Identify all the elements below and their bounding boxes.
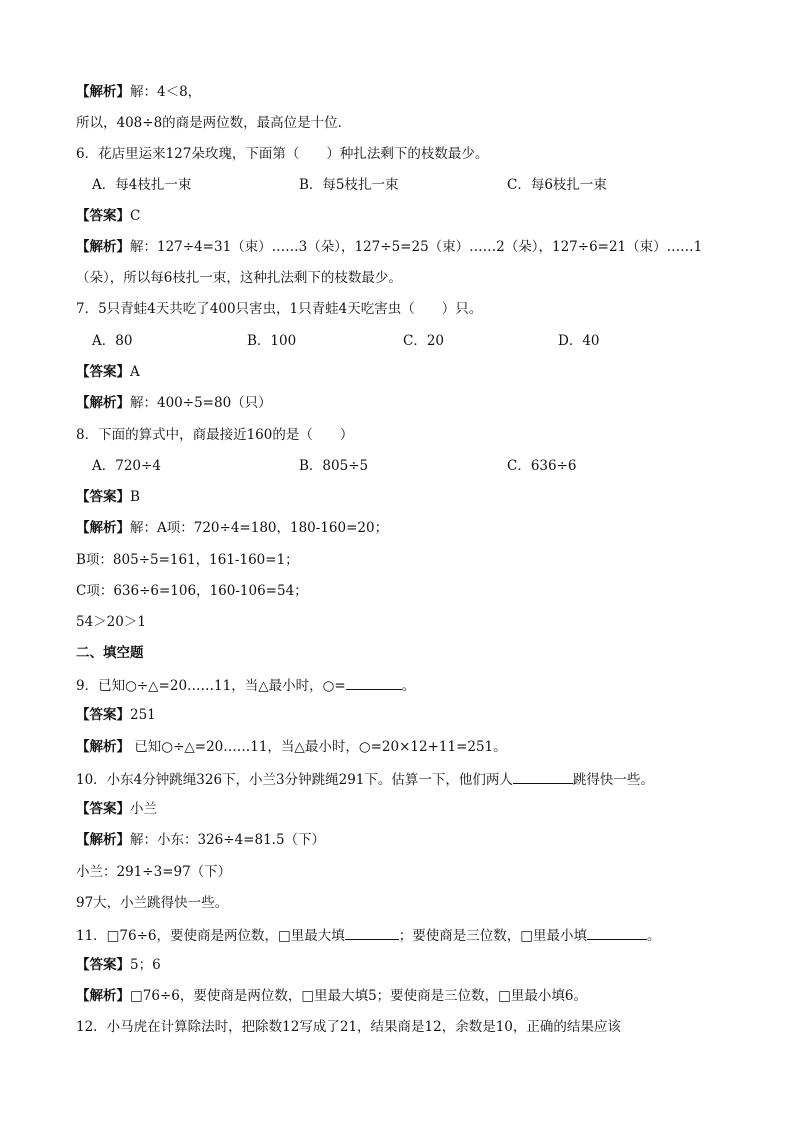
answer-value: 小兰 bbox=[130, 801, 157, 817]
answer-blank[interactable] bbox=[345, 925, 399, 940]
q9-stem-end: 。 bbox=[401, 678, 416, 694]
answer-tag: 【答案】 bbox=[76, 801, 130, 817]
q8-option-c: C．636÷6 bbox=[507, 458, 577, 474]
q9-answer bbox=[76, 706, 156, 724]
answer-blank[interactable] bbox=[513, 769, 573, 784]
analysis-tag: 【解析】 bbox=[76, 832, 130, 848]
answer-value: C bbox=[130, 208, 141, 224]
q11-stem-end: 。 bbox=[647, 928, 661, 944]
q11-answer bbox=[76, 956, 161, 974]
q11-stem-mid: ；要使商是三位数，□里最小填 bbox=[398, 928, 588, 944]
analysis-tag: 【解析】 bbox=[76, 988, 130, 1004]
analysis-text: 已知○÷△=20……11，当△最小时，○=20×12+11=251。 bbox=[130, 739, 507, 755]
q6-option-c: C．每6枝扎一束 bbox=[507, 177, 607, 193]
q8-analysis-line-1 bbox=[76, 519, 388, 537]
answer-tag: 【答案】 bbox=[76, 208, 130, 224]
q11-stem-text: 11．□76÷6，要使商是两位数，□里最大填 bbox=[76, 928, 345, 944]
q7-option-c: C．20 bbox=[403, 333, 445, 349]
q7-answer bbox=[76, 363, 140, 381]
q7-option-d: D．40 bbox=[558, 333, 600, 349]
analysis-tag: 【解析】 bbox=[76, 395, 130, 411]
q10-analysis-line-1 bbox=[76, 831, 325, 849]
q5-analysis-line-2: 所以，408÷8的商是两位数，最高位是十位． bbox=[76, 115, 352, 131]
q9-analysis-line-1 bbox=[76, 738, 507, 756]
analysis-tag: 【解析】 bbox=[76, 239, 130, 255]
q9-stem-text: 9．已知○÷△=20……11，当△最小时，○= bbox=[76, 678, 346, 694]
q10-stem bbox=[76, 769, 654, 789]
q10-stem-end: 跳得快一些。 bbox=[572, 772, 654, 788]
answer-value: 5；6 bbox=[130, 957, 161, 973]
answer-blank[interactable] bbox=[587, 925, 647, 940]
answer-blank[interactable] bbox=[346, 675, 402, 690]
q6-option-a: A．每4枝扎一束 bbox=[92, 177, 192, 193]
answer-tag: 【答案】 bbox=[76, 364, 130, 380]
q6-stem: 6．花店里运来127朵玫瑰，下面第（ ）种扎法剩下的枝数最少。 bbox=[76, 146, 489, 162]
q8-option-a: A．720÷4 bbox=[92, 458, 161, 474]
analysis-text: □76÷6，要使商是两位数，□里最大填5；要使商是三位数，□里最小填6。 bbox=[130, 988, 588, 1004]
q11-analysis-line-1 bbox=[76, 987, 587, 1005]
q8-analysis-line-2: B项：805÷5=161，161-160=1； bbox=[76, 552, 299, 568]
analysis-tag: 【解析】 bbox=[76, 84, 130, 100]
analysis-text: 解：400÷5=80（只） bbox=[130, 395, 272, 411]
q8-answer bbox=[76, 488, 140, 506]
q12-stem: 12．小马虎在计算除法时，把除数12写成了21，结果商是12，余数是10，正确的结果应该 bbox=[76, 1019, 621, 1035]
q6-option-b: B．每5枝扎一束 bbox=[299, 177, 399, 193]
q10-analysis-line-2: 小兰：291÷3=97（下） bbox=[76, 864, 232, 880]
analysis-text: 解：127÷4=31（束）……3（朵），127÷5=25（束）……2（朵），127÷6=21（束）……1 bbox=[130, 239, 703, 255]
q8-option-b: B．805÷5 bbox=[299, 458, 369, 474]
q7-stem: 7．5只青蛙4天共吃了400只害虫，1只青蛙4天吃害虫（ ）只。 bbox=[76, 301, 483, 317]
q7-analysis-line-1 bbox=[76, 394, 272, 412]
q10-answer bbox=[76, 800, 157, 818]
q10-analysis-line-3: 97大，小兰跳得快一些。 bbox=[76, 895, 229, 911]
analysis-tag: 【解析】 bbox=[76, 739, 130, 755]
answer-value: A bbox=[130, 364, 140, 380]
analysis-text: 解：小东：326÷4=81.5（下） bbox=[130, 832, 326, 848]
analysis-text: 解：A项：720÷4=180，180-160=20； bbox=[130, 520, 389, 536]
answer-tag: 【答案】 bbox=[76, 707, 130, 723]
answer-tag: 【答案】 bbox=[76, 957, 130, 973]
q8-analysis-line-3: C项：636÷6=106，160-106=54； bbox=[76, 583, 308, 599]
answer-tag: 【答案】 bbox=[76, 489, 130, 505]
q5-analysis-line-1 bbox=[76, 83, 201, 101]
q7-option-b: B．100 bbox=[247, 333, 297, 349]
answer-value: 251 bbox=[130, 707, 156, 723]
analysis-text: 解：4＜8， bbox=[130, 84, 202, 100]
q6-answer bbox=[76, 207, 140, 225]
q6-analysis-line-2: （朵），所以每6枝扎一束，这种扎法剩下的枝数最少。 bbox=[76, 270, 402, 286]
q6-analysis-line-1 bbox=[76, 238, 702, 256]
q8-analysis-line-4: 54＞20＞1 bbox=[76, 614, 146, 630]
q8-stem: 8．下面的算式中，商最接近160的是（ ） bbox=[76, 427, 354, 443]
q11-stem bbox=[76, 925, 661, 945]
q7-option-a: A．80 bbox=[92, 333, 133, 349]
section-heading: 二、填空题 bbox=[76, 645, 144, 661]
q10-stem-text: 10．小东4分钟跳绳326下，小兰3分钟跳绳291下。估算一下，他们两人 bbox=[76, 772, 513, 788]
analysis-tag: 【解析】 bbox=[76, 520, 130, 536]
answer-value: B bbox=[130, 489, 140, 505]
q9-stem bbox=[76, 675, 415, 695]
